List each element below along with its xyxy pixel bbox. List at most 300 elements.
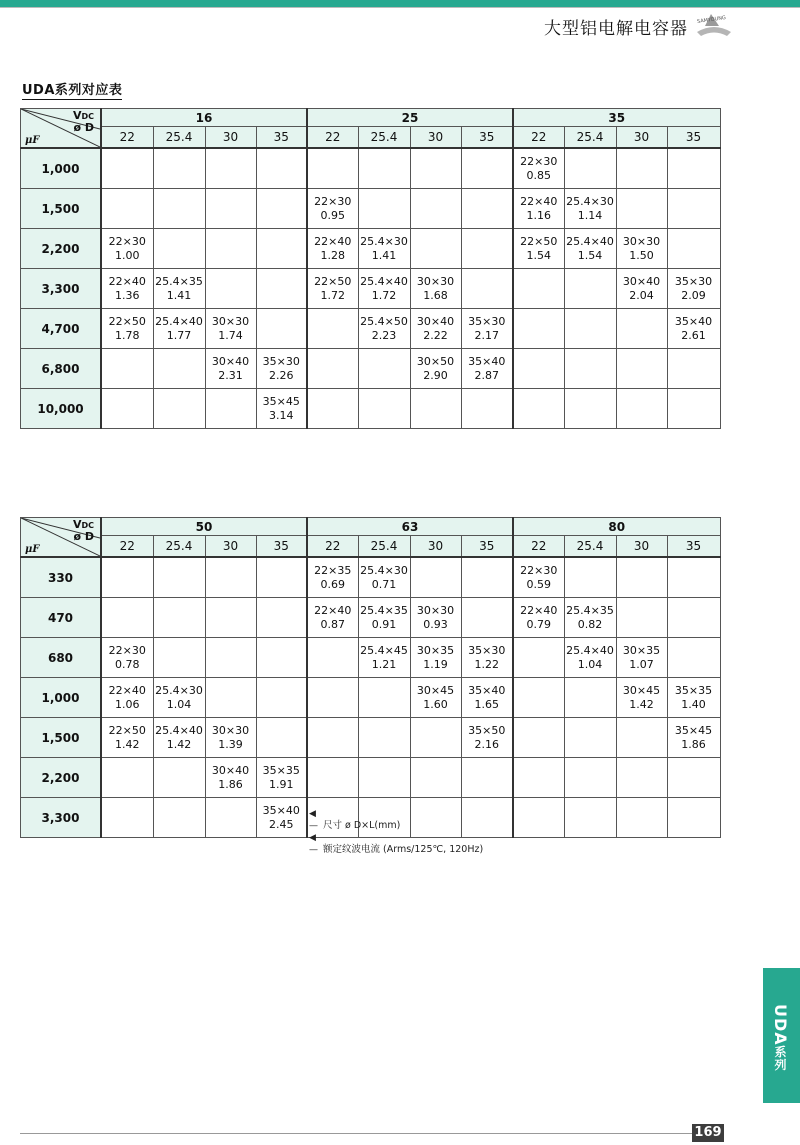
spec-cell <box>256 598 307 638</box>
diameter-header: 35 <box>256 127 307 149</box>
spec-cell <box>410 189 461 229</box>
table-row <box>21 638 721 678</box>
spec-cell <box>101 229 153 269</box>
table-row <box>21 269 721 309</box>
ripple-current: 2.87 <box>474 368 499 382</box>
spec-cell <box>307 758 358 798</box>
table-row <box>21 309 721 349</box>
spec-cell <box>410 598 461 638</box>
spec-cell <box>513 798 564 838</box>
table-row <box>21 389 721 429</box>
case-size: 35×30 <box>468 643 506 657</box>
capacitance-cell: 4,700 <box>21 309 102 349</box>
spec-cell <box>667 309 720 349</box>
case-size: 25.4×40 <box>566 234 614 248</box>
spec-cell <box>513 389 564 429</box>
case-size: 25.4×30 <box>155 683 203 697</box>
voltage-header: 35 <box>513 109 720 127</box>
spec-cell <box>101 678 153 718</box>
spec-cell <box>667 678 720 718</box>
spec-cell <box>101 309 153 349</box>
case-size: 22×40 <box>314 234 352 248</box>
spec-cell <box>307 389 358 429</box>
spec-cell <box>358 269 410 309</box>
ripple-current: 1.54 <box>577 248 603 262</box>
spec-cell <box>358 189 410 229</box>
case-size: 35×45 <box>674 723 713 737</box>
spec-cell <box>101 349 153 389</box>
ripple-current: 1.65 <box>474 697 499 711</box>
spec-cell <box>256 189 307 229</box>
spec-cell <box>153 598 205 638</box>
spec-cell <box>564 148 616 189</box>
ripple-current: 1.21 <box>371 657 397 671</box>
top-accent-bar <box>0 0 800 7</box>
voltage-header: 63 <box>307 518 513 536</box>
spec-cell <box>564 389 616 429</box>
case-size: 35×45 <box>262 394 300 408</box>
spec-cell <box>461 758 513 798</box>
spec-cell <box>153 798 205 838</box>
spec-cell <box>564 718 616 758</box>
ripple-current: 1.36 <box>115 288 140 302</box>
case-size: 35×35 <box>674 683 713 697</box>
ripple-current: 3.14 <box>269 408 294 422</box>
spec-cell <box>358 389 410 429</box>
ripple-current: 1.42 <box>166 737 192 751</box>
ripple-current: 1.72 <box>320 288 345 302</box>
spec-cell <box>307 229 358 269</box>
side-tab-label: UDA系列 <box>771 1004 790 1072</box>
case-size: 30×40 <box>211 763 250 777</box>
spec-cell <box>358 557 410 598</box>
case-size: 25.4×30 <box>360 234 408 248</box>
case-size: 22×40 <box>108 274 146 288</box>
ripple-current: 1.19 <box>423 657 448 671</box>
ripple-current: 2.90 <box>423 368 448 382</box>
ripple-current: 2.61 <box>681 328 706 342</box>
spec-cell <box>410 758 461 798</box>
case-size: 25.4×40 <box>155 314 203 328</box>
spec-cell <box>153 148 205 189</box>
spec-cell <box>358 718 410 758</box>
spec-cell <box>513 269 564 309</box>
spec-cell <box>358 148 410 189</box>
diameter-header: 22 <box>101 127 153 149</box>
spec-cell <box>616 148 667 189</box>
spec-cell <box>256 229 307 269</box>
ripple-current: 0.85 <box>526 168 551 182</box>
corner-header <box>21 109 102 149</box>
spec-cell <box>101 758 153 798</box>
voltage-header: 50 <box>101 518 307 536</box>
spec-cell <box>101 718 153 758</box>
capacitance-cell: 1,000 <box>21 148 102 189</box>
ripple-current: 2.16 <box>474 737 499 751</box>
spec-cell <box>153 389 205 429</box>
diameter-label: ø D <box>73 530 94 543</box>
spec-cell <box>205 229 256 269</box>
spec-cell <box>461 189 513 229</box>
ripple-current: 0.79 <box>526 617 551 631</box>
table-row <box>21 557 721 598</box>
table-row <box>21 229 721 269</box>
ripple-current: 1.78 <box>115 328 140 342</box>
case-size: 25.4×35 <box>360 603 408 617</box>
spec-cell <box>256 349 307 389</box>
ripple-current: 1.14 <box>577 208 603 222</box>
spec-cell <box>205 758 256 798</box>
case-size: 22×40 <box>314 603 352 617</box>
uda-table-50-80v <box>20 517 721 838</box>
case-size: 30×35 <box>416 643 455 657</box>
spec-cell <box>307 598 358 638</box>
case-size: 30×45 <box>622 683 661 697</box>
ripple-current: 1.42 <box>629 697 654 711</box>
spec-cell <box>153 557 205 598</box>
case-size: 25.4×50 <box>360 314 408 328</box>
diameter-header: 35 <box>667 536 720 558</box>
spec-cell <box>564 189 616 229</box>
spec-cell <box>616 389 667 429</box>
spec-cell <box>256 309 307 349</box>
case-size: 30×40 <box>622 274 661 288</box>
spec-cell <box>564 349 616 389</box>
case-size: 30×35 <box>622 643 661 657</box>
case-size: 35×40 <box>468 683 506 697</box>
spec-cell <box>153 638 205 678</box>
diameter-header: 35 <box>667 127 720 149</box>
spec-cell <box>667 638 720 678</box>
spec-cell <box>307 638 358 678</box>
spec-cell <box>307 718 358 758</box>
spec-cell <box>205 349 256 389</box>
voltage-header: 80 <box>513 518 720 536</box>
table-row <box>21 678 721 718</box>
spec-cell <box>307 148 358 189</box>
spec-cell <box>616 557 667 598</box>
spec-cell <box>667 148 720 189</box>
diameter-header: 30 <box>410 127 461 149</box>
spec-cell <box>307 269 358 309</box>
ripple-current: 0.87 <box>320 617 345 631</box>
spec-cell <box>564 638 616 678</box>
spec-cell <box>513 678 564 718</box>
corner-header <box>21 518 102 558</box>
ripple-current: 2.23 <box>371 328 397 342</box>
diameter-header: 30 <box>205 536 256 558</box>
ripple-current: 0.95 <box>320 208 345 222</box>
ripple-current: 1.77 <box>166 328 192 342</box>
ripple-current: 2.45 <box>269 817 294 831</box>
spec-cell <box>461 389 513 429</box>
ripple-current: 1.41 <box>166 288 192 302</box>
legend-ripple-label: 额定纹波电流 (Arms/125℃, 120Hz) <box>323 844 484 855</box>
spec-cell <box>153 678 205 718</box>
diameter-header: 35 <box>461 127 513 149</box>
capacitance-cell: 1,000 <box>21 678 102 718</box>
ripple-current: 1.91 <box>269 777 294 791</box>
spec-cell <box>667 758 720 798</box>
ripple-current: 0.82 <box>577 617 603 631</box>
spec-cell <box>616 638 667 678</box>
spec-cell <box>667 269 720 309</box>
spec-cell <box>410 148 461 189</box>
spec-cell <box>101 557 153 598</box>
case-size: 35×40 <box>468 354 506 368</box>
spec-cell <box>307 309 358 349</box>
table-row <box>21 718 721 758</box>
case-size: 22×50 <box>108 723 146 737</box>
ripple-current: 1.04 <box>166 697 192 711</box>
ripple-current: 2.04 <box>629 288 654 302</box>
ripple-current: 1.06 <box>115 697 140 711</box>
ripple-current: 1.04 <box>577 657 603 671</box>
spec-cell <box>205 309 256 349</box>
diameter-label: ø D <box>73 121 94 134</box>
spec-cell <box>667 229 720 269</box>
spec-cell <box>101 638 153 678</box>
diameter-header: 22 <box>101 536 153 558</box>
logo-wordmark: SAMYOUNG <box>696 15 727 25</box>
side-tab-uda <box>763 968 800 1103</box>
spec-cell <box>513 309 564 349</box>
case-size: 22×30 <box>314 194 352 208</box>
legend-size-line <box>309 808 483 832</box>
spec-cell <box>358 349 410 389</box>
spec-cell <box>358 638 410 678</box>
spec-cell <box>667 598 720 638</box>
spec-cell <box>205 389 256 429</box>
case-size: 35×30 <box>674 274 713 288</box>
ripple-current: 0.78 <box>115 657 140 671</box>
ripple-current: 1.74 <box>218 328 243 342</box>
case-size: 22×40 <box>520 603 558 617</box>
spec-cell <box>616 229 667 269</box>
spec-cell <box>307 557 358 598</box>
spec-cell <box>101 189 153 229</box>
spec-cell <box>256 557 307 598</box>
spec-cell <box>564 309 616 349</box>
spec-cell <box>564 758 616 798</box>
spec-cell <box>101 389 153 429</box>
voltage-label: VDC <box>72 518 94 531</box>
spec-cell <box>410 389 461 429</box>
diameter-header: 25.4 <box>358 127 410 149</box>
case-size: 35×35 <box>262 763 300 777</box>
spec-cell <box>461 678 513 718</box>
spec-cell <box>410 557 461 598</box>
spec-cell <box>564 269 616 309</box>
section-title: UDA系列对应表 <box>22 79 122 100</box>
capacitance-cell: 2,200 <box>21 229 102 269</box>
spec-cell <box>410 349 461 389</box>
spec-cell <box>153 269 205 309</box>
spec-cell <box>616 798 667 838</box>
voltage-label: VDC <box>72 109 94 122</box>
case-size: 30×45 <box>416 683 455 697</box>
legend-ripple-line <box>309 832 483 856</box>
ripple-current: 0.69 <box>320 577 345 591</box>
case-size: 30×40 <box>211 354 250 368</box>
diameter-header: 22 <box>513 536 564 558</box>
spec-cell <box>256 389 307 429</box>
spec-cell <box>358 758 410 798</box>
ripple-current: 1.16 <box>526 208 551 222</box>
spec-cell <box>256 678 307 718</box>
spec-cell <box>410 269 461 309</box>
spec-cell <box>564 678 616 718</box>
spec-cell <box>667 189 720 229</box>
spec-cell <box>205 148 256 189</box>
spec-cell <box>667 389 720 429</box>
spec-cell <box>410 638 461 678</box>
spec-cell <box>461 148 513 189</box>
case-size: 22×50 <box>520 234 558 248</box>
diameter-header: 22 <box>307 536 358 558</box>
case-size: 22×40 <box>520 194 558 208</box>
spec-cell <box>153 309 205 349</box>
capacitance-cell: 3,300 <box>21 798 102 838</box>
diameter-header: 25.4 <box>564 536 616 558</box>
voltage-header: 16 <box>101 109 307 127</box>
spec-cell <box>616 678 667 718</box>
spec-cell <box>307 349 358 389</box>
ripple-current: 0.93 <box>423 617 448 631</box>
case-size: 30×30 <box>416 603 455 617</box>
case-size: 25.4×30 <box>360 563 408 577</box>
capacitance-cell: 10,000 <box>21 389 102 429</box>
table-row <box>21 148 721 189</box>
arrow-left-icon: ◀— <box>309 809 318 831</box>
case-size: 25.4×45 <box>360 643 408 657</box>
spec-cell <box>461 269 513 309</box>
diameter-header: 30 <box>616 127 667 149</box>
spec-cell <box>616 718 667 758</box>
spec-cell <box>513 638 564 678</box>
legend-note <box>309 808 483 856</box>
spec-cell <box>461 718 513 758</box>
spec-cell <box>667 718 720 758</box>
spec-cell <box>513 229 564 269</box>
ripple-current: 1.86 <box>681 737 706 751</box>
spec-cell <box>513 598 564 638</box>
ripple-current: 1.50 <box>629 248 654 262</box>
voltage-header: 25 <box>307 109 513 127</box>
spec-cell <box>256 638 307 678</box>
case-size: 22×50 <box>314 274 352 288</box>
case-size: 25.4×30 <box>566 194 614 208</box>
table-row <box>21 349 721 389</box>
case-size: 22×30 <box>520 563 558 577</box>
case-size: 35×30 <box>262 354 300 368</box>
spec-cell <box>307 189 358 229</box>
spec-cell <box>410 678 461 718</box>
ripple-current: 1.28 <box>320 248 345 262</box>
legend-size-label: 尺寸 ø D×L(mm) <box>323 820 401 831</box>
ripple-current: 1.86 <box>218 777 243 791</box>
spec-cell <box>358 678 410 718</box>
case-size: 35×40 <box>674 314 713 328</box>
spec-cell <box>153 349 205 389</box>
ripple-current: 1.07 <box>629 657 654 671</box>
capacitance-cell: 1,500 <box>21 189 102 229</box>
spec-cell <box>205 189 256 229</box>
spec-cell <box>205 718 256 758</box>
ripple-current: 1.40 <box>681 697 706 711</box>
spec-cell <box>307 678 358 718</box>
spec-cell <box>101 148 153 189</box>
case-size: 22×30 <box>108 234 146 248</box>
spec-cell <box>461 349 513 389</box>
diameter-header: 25.4 <box>358 536 410 558</box>
case-size: 22×50 <box>108 314 146 328</box>
ripple-current: 2.31 <box>218 368 243 382</box>
table-row <box>21 598 721 638</box>
ripple-current: 1.00 <box>115 248 140 262</box>
case-size: 30×50 <box>416 354 455 368</box>
spec-cell <box>101 798 153 838</box>
case-size: 25.4×40 <box>566 643 614 657</box>
ripple-current: 1.54 <box>526 248 551 262</box>
spec-cell <box>667 798 720 838</box>
spec-cell <box>358 598 410 638</box>
spec-cell <box>564 557 616 598</box>
spec-cell <box>667 349 720 389</box>
spec-cell <box>513 148 564 189</box>
capacitance-cell: 680 <box>21 638 102 678</box>
spec-cell <box>564 229 616 269</box>
capacitance-unit-label: μF <box>25 544 40 555</box>
ripple-current: 1.72 <box>371 288 397 302</box>
uda-table-16-35v <box>20 108 721 429</box>
bottom-rule <box>20 1133 692 1134</box>
case-size: 30×30 <box>211 314 250 328</box>
case-size: 35×40 <box>262 803 300 817</box>
ripple-current: 2.17 <box>474 328 499 342</box>
spec-cell <box>616 269 667 309</box>
spec-cell <box>616 309 667 349</box>
spec-cell <box>153 758 205 798</box>
ripple-current: 1.60 <box>423 697 448 711</box>
case-size: 30×40 <box>416 314 455 328</box>
spec-cell <box>616 189 667 229</box>
case-size: 22×30 <box>108 643 146 657</box>
spec-cell <box>205 678 256 718</box>
ripple-current: 2.22 <box>423 328 448 342</box>
capacitance-cell: 1,500 <box>21 718 102 758</box>
diameter-header: 30 <box>616 536 667 558</box>
diameter-header: 35 <box>461 536 513 558</box>
case-size: 30×30 <box>416 274 455 288</box>
ripple-current: 0.91 <box>371 617 397 631</box>
spec-cell <box>256 758 307 798</box>
top-rule <box>0 7 800 8</box>
capacitance-cell: 6,800 <box>21 349 102 389</box>
capacitance-cell: 2,200 <box>21 758 102 798</box>
spec-cell <box>256 798 307 838</box>
ripple-current: 1.68 <box>423 288 448 302</box>
spec-cell <box>205 557 256 598</box>
spec-cell <box>101 598 153 638</box>
capacitance-cell: 470 <box>21 598 102 638</box>
capacitance-cell: 330 <box>21 557 102 598</box>
spec-cell <box>616 349 667 389</box>
case-size: 22×30 <box>520 154 558 168</box>
ripple-current: 1.42 <box>115 737 140 751</box>
spec-cell <box>101 269 153 309</box>
spec-cell <box>461 309 513 349</box>
